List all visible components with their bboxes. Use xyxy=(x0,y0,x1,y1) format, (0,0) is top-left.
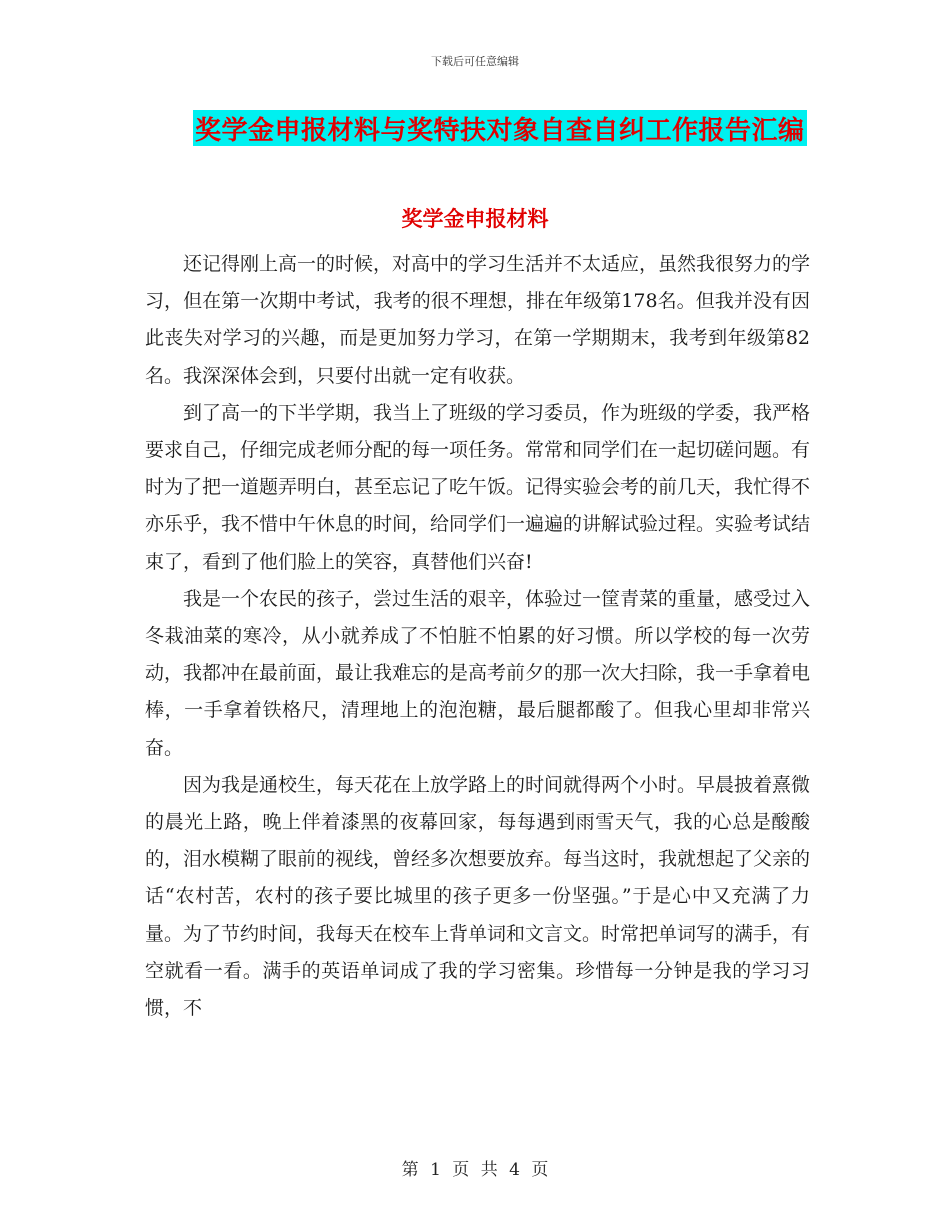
paragraph: 因为我是通校生，每天花在上放学路上的时间就得两个小时。早晨披着熹微的晨光上路，晚上伴着漆黑的夜幕回家，每每遇到雨雪天气，我的心总是酸酸的，泪水模糊了眼前的视线，曾经多次想要放弃。每当这时，我就想起了父亲的话“农村苦，农村的孩子要比城里的孩子更多一份坚强。”于是心中又充满了力量。为了节约时间，我每天在校车上背单词和文言文。时常把单词写的满手，有空就看一看。满手的英语单词成了我的学习密集。珍惜每一分钟是我的学习习惯，不 xyxy=(145,773,811,1020)
section-title: 奖学金申报材料 xyxy=(401,207,549,231)
paragraph: 还记得刚上高一的时候，对高中的学习生活并不太适应，虽然我很努力的学习，但在第一次期中考试，我考的很不理想，排在年级第178名。但我并没有因此丧失对学习的兴趣，而是更加努力学习，在第一学期期末，我考到年级第82名。我深深体会到，只要付出就一定有收获。 xyxy=(145,253,811,387)
paragraph: 到了高一的下半学期，我当上了班级的学习委员，作为班级的学委，我严格要求自己，仔细完成老师分配的每一项任务。常常和同学们在一起切磋问题。有时为了把一道题弄明白，甚至忘记了吃午饭。记得实验会考的前几天，我忙得不亦乐乎，我不惜中午休息的时间，给同学们一遍遍的讲解试验过程。实验考试结束了，看到了他们脸上的笑容，真替他们兴奋! xyxy=(145,401,811,573)
document-title-highlight xyxy=(193,110,807,146)
document-body xyxy=(145,246,810,1027)
page-footer: 第 1 页 共 4 页 xyxy=(401,1160,549,1180)
document-title: 奖学金申报材料与奖特扶对象自查自纠工作报告汇编 xyxy=(195,115,805,146)
paragraph: 我是一个农民的孩子，尝过生活的艰辛，体验过一筐青菜的重量，感受过入冬栽油菜的寒冷，从小就养成了不怕脏不怕累的好习惯。所以学校的每一次劳动，我都冲在最前面，最让我难忘的是高考前夕的那一次大扫除，我一手拿着电棒，一手拿着铁格尺，清理地上的泡泡糖，最后腿都酸了。但我心里却非常兴奋。 xyxy=(145,587,811,759)
page-header-note: 下载后可任意编辑 xyxy=(431,55,519,68)
